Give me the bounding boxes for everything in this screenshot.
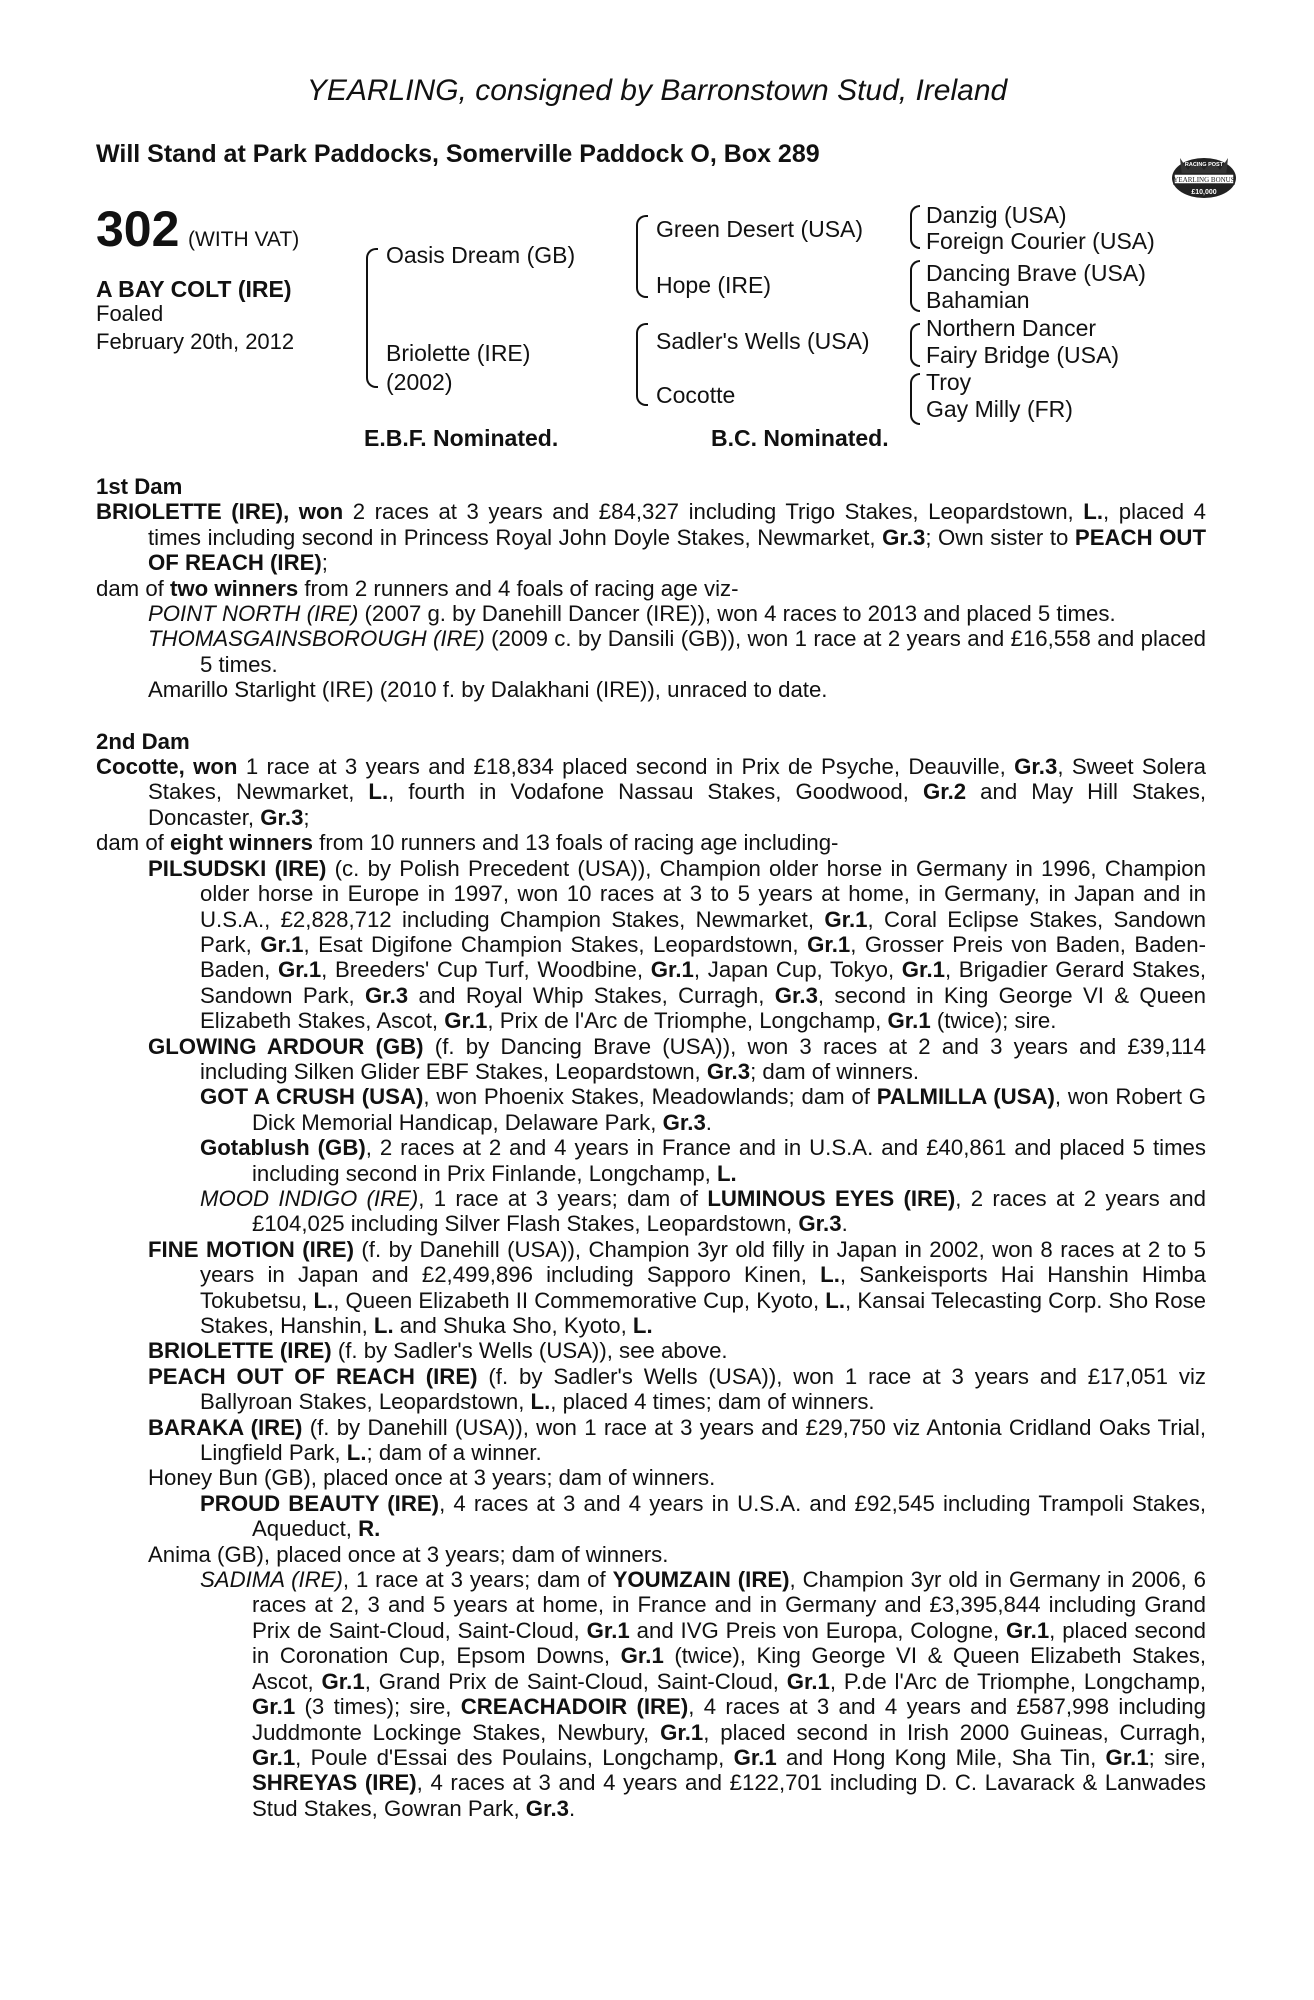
youmzain-grade: Gr.1 — [620, 1643, 664, 1669]
youmzain-name: YOUMZAIN (IRE) — [612, 1567, 790, 1593]
first-dam-listed: L. — [1083, 499, 1103, 525]
youmzain-grade: Gr.1 — [586, 1617, 630, 1643]
produce-amarillo-starlight: Amarillo Starlight (IRE) (2010 f. by Dalakhani (IRE)), unraced to date. — [148, 677, 828, 703]
peach-end: , placed 4 times; dam of winners. — [550, 1389, 875, 1415]
entry-got-a-crush — [200, 1084, 1206, 1135]
pilsudski-grade: Gr.1 — [650, 957, 694, 983]
thomasgainsborough-text: (2009 c. by Dansili (GB)), won 1 race at 2 years and £16,558 and placed 5 times. — [200, 626, 1206, 677]
pilsudski-grade: Gr.1 — [260, 931, 304, 957]
entry-mood-indigo — [200, 1186, 1206, 1237]
grand-ancestor-5: Northern Dancer — [926, 315, 1097, 341]
entry-honey-bun: Honey Bun (GB), placed once at 3 years; dam of winners. — [148, 1465, 716, 1491]
first-dam-two-winners: two winners — [170, 575, 299, 601]
second-dam-paragraph — [96, 754, 1206, 830]
pilsudski-text: (c. by Polish Precedent (USA)), Champion older horse in Germany in 1996, Champion older horse in Europe in 1997, won 10 races at 3 to 5 years at home, in Germany, in Japan and in U.S.A., £2,828,712 including Champion Stakes, Newmarket, — [200, 855, 1206, 932]
second-dam-text-5: ; — [303, 804, 310, 830]
luminous-eyes-name: LUMINOUS EYES (IRE) — [707, 1185, 956, 1211]
got-a-crush-end: . — [705, 1109, 712, 1135]
first-dam-damof-2: from 2 runners and 4 foals of racing age viz- — [298, 575, 739, 601]
peach-name: PEACH OUT OF REACH (IRE) — [148, 1363, 478, 1389]
fine-motion-text: , Queen Elizabeth II Commemorative Cup, Kyoto, — [333, 1287, 826, 1313]
sire-name: Oasis Dream (GB) — [386, 242, 576, 268]
pedigree-brace-sire — [636, 215, 648, 298]
entry-glowing-ardour — [148, 1034, 1206, 1085]
creachadoir-text: and Hong Kong Mile, Sha Tin, — [776, 1744, 1106, 1770]
pedigree-brace-g3 — [910, 323, 920, 367]
mood-indigo-end: . — [841, 1211, 848, 1237]
pilsudski-grade: Gr.3 — [364, 982, 409, 1008]
second-dam-listed: L. — [368, 779, 389, 805]
grand-ancestor-4: Bahamian — [926, 287, 1030, 313]
creachadoir-name: CREACHADOIR (IRE) — [460, 1694, 689, 1720]
first-dam-text-1: 2 races at 3 years and £84,327 including Trigo Stakes, Leopardstown, — [343, 499, 1084, 525]
pilsudski-text: and Royal Whip Stakes, Curragh, — [408, 982, 775, 1008]
pilsudski-text: , Grosser Preis von Baden, Baden-Baden, — [200, 931, 1206, 983]
entry-anima: Anima (GB), placed once at 3 years; dam of winners. — [148, 1541, 669, 1567]
got-a-crush-text: , won Phoenix Stakes, Meadowlands; dam of — [423, 1084, 877, 1110]
creachadoir-text: , 4 races at 3 and 4 years and £587,998 including Juddmonte Lockinge Stakes, Newbury, — [252, 1694, 1206, 1745]
fine-motion-text: and Shuka Sho, Kyoto, — [393, 1313, 633, 1338]
produce-point-north — [148, 601, 1206, 626]
second-dam-grade-2: Gr.2 — [922, 779, 967, 805]
lot-description: A BAY COLT (IRE) — [96, 276, 292, 302]
first-dam-produce-intro — [96, 576, 1206, 601]
shreyas-text: , 4 races at 3 and 4 years and £122,701 including D. C. Lavarack & Lanwades Stud Stakes, Gowran Park, — [252, 1770, 1206, 1821]
fine-motion-listed: L. — [632, 1313, 653, 1338]
glowing-ardour-end: ; dam of winners. — [750, 1058, 920, 1084]
grand-ancestor-6: Fairy Bridge (USA) — [926, 342, 1119, 368]
grand-ancestor-1: Danzig (USA) — [926, 202, 1067, 228]
fine-motion-text: (f. by Danehill (USA)), Champion 3yr old filly in Japan in 2002, won 8 races at 2 to 5 years in Japan and £2,499,896 including Sapporo Kinen, — [200, 1236, 1206, 1288]
second-dam-damof-2: from 10 runners and 13 foals of racing age including- — [313, 830, 839, 856]
mood-indigo-grade: Gr.3 — [798, 1211, 842, 1237]
entry-gotablush — [200, 1135, 1206, 1186]
pilsudski-text: , Brigadier Gerard Stakes, Sandown Park, — [200, 957, 1206, 1008]
first-dam-won: won — [298, 499, 344, 525]
youmzain-text: , Champion 3yr old in Germany in 2006, 6 races at 2, 3 and 5 years at home, in France and in Germany and £3,395,844 including Grand Prix de Saint-Cloud, Saint-Cloud, — [252, 1567, 1206, 1643]
sadima-name: SADIMA (IRE) — [200, 1567, 343, 1593]
grand-ancestor-8: Gay Milly (FR) — [926, 396, 1073, 422]
fine-motion-listed: L. — [825, 1287, 846, 1313]
mood-indigo-text-2: , 2 races at 2 years and £104,025 including Silver Flash Stakes, Leopardstown, — [252, 1185, 1206, 1237]
entry-sadima — [200, 1567, 1206, 1821]
bc-nominated: B.C. Nominated. — [711, 425, 889, 451]
produce-thomasgainsborough — [148, 626, 1206, 677]
foaled-date: February 20th, 2012 — [96, 329, 295, 354]
creachadoir-text: , Poule d'Essai des Poulains, Longchamp, — [295, 1744, 734, 1770]
pilsudski-text: , Japan Cup, Tokyo, — [693, 957, 902, 983]
pilsudski-name: PILSUDSKI (IRE) — [148, 855, 327, 881]
pedigree-brace-main — [366, 248, 378, 388]
first-dam-text-4: ; — [321, 550, 328, 576]
second-dam-produce-intro — [96, 830, 1206, 855]
glowing-ardour-name: GLOWING ARDOUR (GB) — [148, 1033, 424, 1059]
creachadoir-grade: Gr.1 — [1105, 1744, 1149, 1770]
youmzain-text: , placed second in Coronation Cup, Epsom Downs, — [252, 1617, 1206, 1669]
second-dam-grade-a: Gr.3 — [1014, 754, 1058, 780]
shreyas-end: . — [568, 1795, 576, 1821]
sadima-text: , 1 race at 3 years; dam of — [342, 1567, 613, 1593]
second-dam-text-1: 1 race at 3 years and £18,834 placed second in Prix de Psyche, Deauville, — [237, 754, 1015, 780]
second-dam-heading: 2nd Dam — [96, 728, 190, 754]
shreyas-name: SHREYAS (IRE) — [252, 1770, 417, 1796]
baraka-end: ; dam of a winner. — [366, 1440, 542, 1466]
thomasgainsborough-name: THOMASGAINSBOROUGH (IRE) — [148, 626, 485, 652]
fine-motion-listed: L. — [373, 1313, 394, 1338]
youmzain-text: and IVG Preis von Europa, Cologne, — [629, 1617, 1006, 1643]
entry-briolette — [148, 1338, 1206, 1363]
pilsudski-grade: Gr.1 — [807, 931, 851, 957]
gotablush-text: , 2 races at 2 and 4 years in France and in U.S.A. and £40,861 and placed 5 times including second in Prix Finlande, Longchamp, — [252, 1135, 1206, 1186]
consignment-line: YEARLING, consigned by Barronstown Stud, Ireland — [306, 74, 1008, 107]
creachadoir-text: , placed second in Irish 2000 Guineas, Curragh, — [703, 1719, 1206, 1745]
sire-dam-name: Hope (IRE) — [656, 272, 772, 298]
glowing-ardour-text: (f. by Dancing Brave (USA)), won 3 races at 2 and 3 years and £39,114 including Silken Glider EBF Stakes, Leopardstown, — [200, 1033, 1206, 1084]
mood-indigo-text: , 1 race at 3 years; dam of — [418, 1185, 708, 1211]
pedigree-brace-dam — [636, 323, 648, 406]
yearling-bonus-badge-icon — [1170, 148, 1238, 204]
youmzain-grade: Gr.1 — [321, 1668, 365, 1694]
youmzain-grade: Gr.1 — [786, 1668, 830, 1694]
grand-ancestor-2: Foreign Courier (USA) — [926, 228, 1155, 254]
proud-beauty-name: PROUD BEAUTY (IRE) — [200, 1490, 440, 1516]
second-dam-text-3: , fourth in Vodafone Nassau Stakes, Goodwood, — [388, 779, 923, 805]
creachadoir-grade: Gr.1 — [252, 1744, 296, 1770]
lot-number: 302 — [96, 201, 180, 257]
baraka-text: (f. by Danehill (USA)), won 1 race at 3 years and £29,750 viz Antonia Cridland Oaks Trial, Lingfield Park, — [200, 1414, 1206, 1466]
baraka-name: BARAKA (IRE) — [148, 1414, 303, 1440]
badge-mid-text: YEARLING BONUS — [1173, 176, 1235, 184]
pilsudski-text: , Esat Digifone Champion Stakes, Leopardstown, — [303, 931, 808, 957]
pilsudski-text: , Coral Eclipse Stakes, Sandown Park, — [200, 906, 1206, 957]
proud-beauty-text: , 4 races at 3 and 4 years in U.S.A. and £92,545 including Trampoli Stakes, Aqueduct, — [252, 1490, 1206, 1542]
foaled-label: Foaled — [96, 301, 164, 326]
dam-year: (2002) — [386, 369, 453, 395]
stand-location: Will Stand at Park Paddocks, Somerville Paddock O, Box 289 — [96, 140, 820, 168]
sire-sire-name: Green Desert (USA) — [656, 216, 864, 242]
youmzain-text: , Grand Prix de Saint-Cloud, Saint-Cloud, — [364, 1668, 787, 1694]
got-a-crush-text-2: , won Robert G Dick Memorial Handicap, Delaware Park, — [252, 1084, 1207, 1135]
first-dam-text-2: , placed 4 times including second in Princess Royal John Doyle Stakes, Newmarket, — [148, 499, 1207, 550]
second-dam-name: Cocotte — [96, 754, 179, 780]
second-dam-damof-1: dam of — [96, 830, 170, 856]
first-dam-sister: PEACH OUT OF REACH (IRE) — [148, 524, 1206, 576]
pilsudski-text: , second in King George VI & Queen Elizabeth Stakes, Ascot, — [200, 982, 1206, 1034]
pilsudski-grade: Gr.1 — [887, 1008, 931, 1034]
creachadoir-grade: Gr.1 — [733, 1744, 777, 1770]
pilsudski-text: , Breeders' Cup Turf, Woodbine, — [321, 957, 651, 983]
vat-label: (WITH VAT) — [188, 228, 300, 251]
pedigree-brace-g1 — [910, 205, 920, 249]
dam-dam-name: Cocotte — [656, 382, 736, 408]
grand-ancestor-7: Troy — [926, 369, 972, 395]
entry-proud-beauty — [200, 1491, 1206, 1542]
gotablush-name: Gotablush (GB) — [200, 1135, 366, 1161]
glowing-ardour-grade: Gr.3 — [706, 1058, 751, 1084]
proud-beauty-restricted: R. — [358, 1516, 381, 1542]
pedigree-notes — [96, 474, 1206, 1821]
fine-motion-listed: L. — [820, 1262, 840, 1288]
point-north-text: (2007 g. by Danehill Dancer (IRE)), won 4 races to 2013 and placed 5 times. — [358, 601, 1116, 627]
creachadoir-text: ; sire, — [1148, 1744, 1206, 1770]
first-dam-paragraph: BRIOLETTE (IRE), won 2 races at 3 years and £84,327 including Trigo Stakes, Leopardstown, L., placed 4 times including second in Princess Royal John Doyle Stakes, Newmarket, Gr.3; Own sister to PEACH OUT OF REACH (IRE); — [96, 499, 1207, 576]
fine-motion-text: , Kansai Telecasting Corp. Sho Rose Stakes, Hanshin, — [200, 1287, 1206, 1338]
second-dam-eight-winners: eight winners — [170, 830, 314, 856]
entry-fine-motion — [148, 1237, 1206, 1339]
pilsudski-grade: Gr.1 — [278, 957, 322, 983]
gotablush-listed: L. — [716, 1160, 737, 1186]
got-a-crush-grade: Gr.3 — [662, 1109, 706, 1135]
dam-sire-name: Sadler's Wells (USA) — [656, 328, 870, 354]
pilsudski-grade: Gr.1 — [824, 906, 868, 932]
mood-indigo-name: MOOD INDIGO (IRE) — [200, 1185, 419, 1211]
grand-ancestor-3: Dancing Brave (USA) — [926, 260, 1146, 286]
youmzain-grade: Gr.1 — [1005, 1617, 1050, 1643]
pedigree-brace-g2 — [910, 260, 920, 312]
fine-motion-text: , Sankeisports Hai Hanshin Himba Tokubetsu, — [200, 1262, 1206, 1313]
briolette-name: BRIOLETTE (IRE) — [148, 1338, 332, 1364]
shreyas-grade: Gr.3 — [525, 1795, 569, 1821]
pilsudski-grade: Gr.1 — [444, 1008, 488, 1034]
peach-text: (f. by Sadler's Wells (USA)), won 1 race at 3 years and £17,051 viz Ballyroan Stakes, Leopardstown, — [200, 1363, 1207, 1415]
first-dam-text-3: ; Own sister to — [925, 524, 1075, 550]
briolette-text: (f. by Sadler's Wells (USA)), see above. — [331, 1338, 728, 1364]
dam-name: Briolette (IRE) — [386, 340, 531, 366]
first-dam-damof-1: dam of — [96, 575, 170, 601]
first-dam-heading: 1st Dam — [96, 474, 183, 499]
fine-motion-listed: L. — [313, 1287, 334, 1313]
first-dam-grade: Gr.3 — [882, 524, 926, 550]
pilsudski-text: , Prix de l'Arc de Triomphe, Longchamp, — [487, 1008, 888, 1034]
creachadoir-grade: Gr.1 — [660, 1719, 704, 1745]
youmzain-text: (twice), King George VI & Queen Elizabeth Stakes, Ascot, — [252, 1643, 1206, 1694]
fine-motion-name: FINE MOTION (IRE) — [148, 1236, 354, 1262]
pedigree-brace-g4 — [910, 373, 920, 425]
palmilla-name: PALMILLA (USA) — [876, 1084, 1055, 1110]
youmzain-text: (3 times); sire, — [295, 1694, 461, 1720]
second-dam-grade-b: Gr.3 — [260, 804, 304, 830]
second-dam-text-2: , Sweet Solera Stakes, Newmarket, — [148, 754, 1206, 805]
first-dam-name: BRIOLETTE (IRE) — [96, 499, 284, 525]
got-a-crush-name: GOT A CRUSH (USA) — [200, 1084, 424, 1110]
entry-baraka — [148, 1415, 1206, 1466]
pilsudski-grade: Gr.1 — [901, 957, 945, 983]
second-dam-text-4: and May Hill Stakes, Doncaster, — [148, 779, 1206, 830]
youmzain-grade: Gr.1 — [252, 1694, 296, 1720]
baraka-listed: L. — [346, 1440, 367, 1466]
second-dam-won: , won — [178, 754, 238, 780]
entry-peach-out-of-reach — [148, 1364, 1206, 1415]
youmzain-text: , P.de l'Arc de Triomphe, Longchamp, — [829, 1668, 1206, 1694]
ebf-nominated: E.B.F. Nominated. — [364, 425, 559, 451]
entry-pilsudski — [148, 856, 1206, 1034]
badge-top-text: RACING POST — [1184, 162, 1224, 168]
peach-listed: L. — [530, 1389, 551, 1415]
pilsudski-text: (twice); sire. — [930, 1008, 1057, 1034]
pilsudski-grade: Gr.3 — [774, 982, 818, 1008]
point-north-name: POINT NORTH (IRE) — [148, 601, 359, 627]
badge-bottom-text: £10,000 — [1191, 189, 1217, 196]
